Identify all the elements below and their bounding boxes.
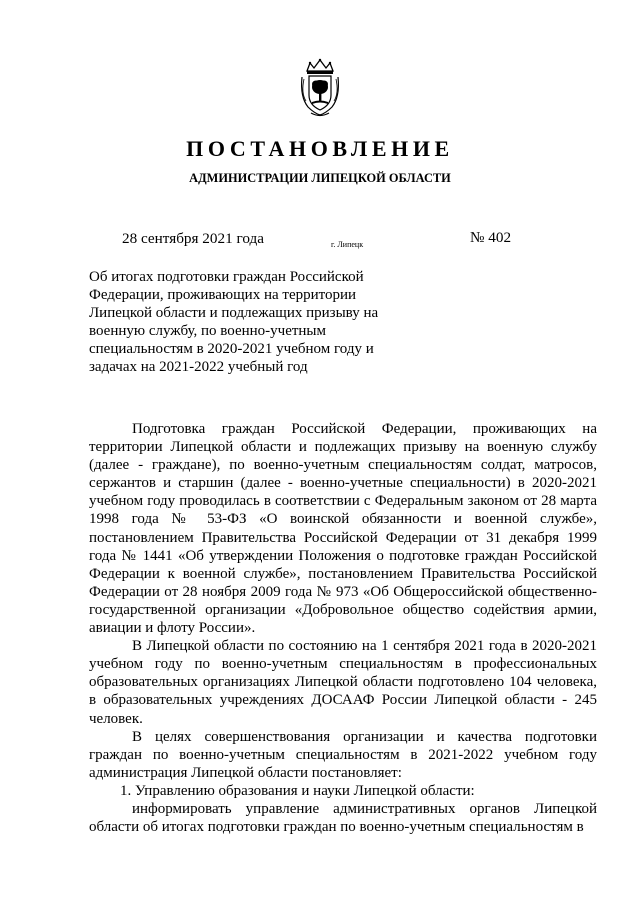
document-subtitle: АДМИНИСТРАЦИИ ЛИПЕЦКОЙ ОБЛАСТИ	[189, 171, 451, 185]
document-number: № 402	[470, 229, 512, 246]
document-body	[89, 420, 597, 836]
list-item-heading: 1. Управлению образования и науки Липецкой области:	[120, 782, 475, 799]
body-paragraph: Подготовка граждан Российской Федерации, проживающих на территории Липецкой области и подлежащих призыву на военную службу (далее - граждане), по военно-учетным специальностям солдат, матросов, сержантов и старшин (далее - военно-учетные специальности) в 2020-2021 учебном году проводилась в соответствии с Федеральным законом от 28 марта 1998 года № 53-ФЗ «О воинской обязанности и военной службе», постановлением Правительства Российской Федерации от 31 декабря 1999 года № 1441 «Об утверждении Положения о подготовке граждан Российской Федерации к военной службе», постановлением Правительства Российской Федерации от 28 ноября 2009 года № 973 «Об Общероссийской общественно-государственной организации «Добровольное общество содействия армии, авиации и флоту России».	[89, 421, 597, 637]
document-subject: Об итогах подготовки граждан Российской Федерации, проживающих на территории Липецкой области и подлежащих призыву на военную службу, по военно-учетным специальностям в 2020-2021 учебном году и задачах на 2021-2022 учебный год	[89, 269, 379, 375]
lipetsk-coat-of-arms-icon	[298, 57, 342, 119]
document-date: 28 сентября 2021 года	[122, 230, 264, 247]
document-city: г. Липецк	[331, 240, 364, 249]
body-paragraph: В целях совершенствования организации и качества подготовки граждан по военно-учетным специальностям в 2021-2022 учебном году администрация Липецкой области постановляет:	[89, 728, 597, 781]
document-title: ПОСТАНОВЛЕНИЕ	[186, 136, 454, 161]
list-item-text: информировать управление административных органов Липецкой области об итогах подготовки граждан по военно-учетным специальностям в	[89, 800, 597, 836]
body-paragraph: В Липецкой области по состоянию на 1 сентября 2021 года в 2020-2021 учебном году по военно-учетным специальностям в профессиональных образовательных организациях Липецкой области подготовлено 104 человека, в образовательных учреждениях ДОСААФ России Липецкой области - 245 человек.	[89, 638, 597, 727]
